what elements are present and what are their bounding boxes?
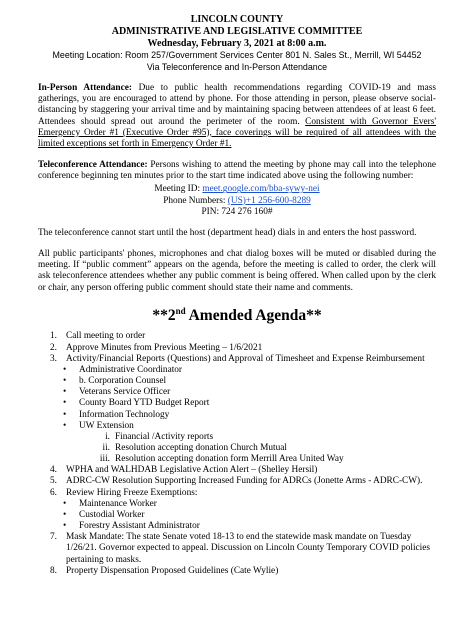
- roman-item-text: Resolution accepting donation form Merrill Area United Way: [115, 454, 344, 465]
- muted-paragraph: All public participants' phones, microphones and chat dialog boxes will be muted or disabled during the meeting. If “public comment” appears on the agenda, before the meeting is called to order, the clerk will ask teleconference attendees whether any public comment is being offered. When called upon by the clerk or chair, any person offering public comment should state their name and comments.: [38, 249, 436, 293]
- agenda-item-text: Review Hiring Freeze Exemptions:: [66, 487, 198, 498]
- agenda-item-number: 7.: [50, 532, 57, 543]
- committee-heading: ADMINISTRATIVE AND LEGISLATIVE COMMITTEE: [111, 26, 363, 37]
- agenda-item-number: 4.: [50, 465, 57, 476]
- agenda-item-number: 5.: [50, 476, 57, 487]
- list-item: • b. Corporation Counsel: [38, 376, 436, 387]
- list-item: • Maintenance Worker: [38, 499, 436, 510]
- agenda-item-text: Approve Minutes from Previous Meeting – 1/6/2021: [66, 342, 263, 353]
- agenda-item: [38, 488, 436, 533]
- phone-label: Phone Numbers:: [163, 195, 228, 206]
- teleconference-text: Persons wishing to attend the meeting by phone may call into the telephone conference beginning ten minutes prior to the start time indicated above using the following number:: [38, 160, 436, 182]
- attendance-mode: Via Teleconference and In-Person Attendance: [146, 61, 328, 72]
- agenda-item-text: Call meeting to order: [66, 331, 146, 342]
- agenda-title-post: Amended Agenda**: [185, 306, 322, 324]
- agenda-item-number: 1.: [50, 331, 57, 342]
- meeting-id-label: Meeting ID:: [154, 184, 203, 195]
- teleconference-label: Teleconference Attendance:: [38, 160, 148, 171]
- list-item: • Administrative Coordinator: [38, 365, 436, 376]
- list-item: [38, 432, 436, 443]
- list-item: • Forestry Assistant Administrator: [38, 521, 436, 532]
- agenda-title-pre: **2: [152, 306, 176, 324]
- reports-sublist: [38, 365, 436, 432]
- agenda-item-text: Mask Mandate: The state Senate voted 18-13 to end the statewide mask mandate on Tuesday 1/26/21. Governor expected to appeal. Discussion on Lincoln County Temporary COVID policies pertaining to masks.: [66, 532, 431, 565]
- roman-number: i.: [105, 431, 110, 442]
- meeting-datetime: Wednesday, February 3, 2021 at 8:00 a.m.: [147, 38, 327, 49]
- in-person-label: In-Person Attendance:: [38, 83, 132, 94]
- roman-item-text: Resolution accepting donation Church Mutual: [115, 442, 287, 453]
- agenda-title-sup: nd: [175, 305, 186, 316]
- meeting-details: [38, 184, 436, 217]
- roman-number: iii.: [99, 454, 110, 465]
- meeting-location: Meeting Location: Room 257/Government Services Center 801 N. Sales St., Merrill, WI 54452: [52, 50, 422, 60]
- agenda-item: [38, 354, 436, 466]
- agenda-list: [38, 331, 436, 576]
- list-item: • Veterans Service Officer: [38, 387, 436, 398]
- in-person-paragraph: [38, 83, 436, 150]
- list-item: • County Board YTD Budget Report: [38, 398, 436, 409]
- meeting-id-line: [38, 184, 436, 195]
- agenda-item: [38, 465, 436, 476]
- pin-line: PIN: 724 276 160#: [201, 206, 273, 217]
- agenda-title: [38, 306, 436, 326]
- teleconference-paragraph: [38, 160, 436, 182]
- roman-item-text: Financial /Activity reports: [115, 431, 214, 442]
- county-heading: LINCOLN COUNTY: [190, 14, 284, 25]
- host-paragraph: The teleconference cannot start until the host (department head) dials in and enters the host password.: [38, 227, 417, 238]
- agenda-item: [38, 476, 436, 487]
- list-item: [38, 443, 436, 454]
- in-person-text: Due to public health recommendations regarding COVID-19 and mass gatherings, you are encouraged to attend by phone. For those attending in person, please observe social-distancing by staggering your arrival time and by maintaining spacing between attendees of at least 6 feet. Attendees should spread out around the perimeter of the room.: [38, 83, 437, 127]
- list-item: • Information Technology: [38, 410, 436, 421]
- phone-line: [38, 196, 436, 207]
- face-covering-notice: Consistent with Governor Evers' Emergency Order #1 (Executive Order #95), face coverings will be required of all attendees with the limited exceptions set forth in Emergency Order #1.: [38, 116, 436, 149]
- list-item: [38, 454, 436, 465]
- agenda-item-number: 2.: [50, 342, 57, 353]
- agenda-item: [38, 343, 436, 354]
- list-item: [38, 421, 436, 432]
- agenda-item-text: Activity/Financial Reports (Questions) and Approval of Timesheet and Expense Reimbursement: [66, 353, 425, 364]
- agenda-item: [38, 331, 436, 342]
- phone-link[interactable]: (US)+1 256-600-8289: [227, 195, 311, 206]
- agenda-item-text: WPHA and WALHDAB Legislative Action Alert – (Shelley Hersil): [66, 465, 318, 476]
- agenda-item-number: 6.: [50, 487, 57, 498]
- agenda-item: [38, 566, 436, 577]
- agenda-item-number: 3.: [50, 353, 57, 364]
- agenda-item-text: Property Dispensation Proposed Guidelines (Cate Wylie): [66, 565, 279, 576]
- agenda-item-number: 8.: [50, 565, 57, 576]
- uw-extension-label: UW Extension: [79, 420, 134, 431]
- uw-extension-sublist: [38, 432, 436, 465]
- hiring-freeze-sublist: [38, 499, 436, 532]
- agenda-item-text: ADRC-CW Resolution Supporting Increased Funding for ADRCs (Jonette Arms - ADRC-CW).: [66, 476, 423, 487]
- agenda-item: [38, 532, 436, 565]
- roman-number: ii.: [102, 442, 110, 453]
- list-item: • Custodial Worker: [38, 510, 436, 521]
- meeting-id-link[interactable]: meet.google.com/bba-sywy-nei: [202, 184, 320, 195]
